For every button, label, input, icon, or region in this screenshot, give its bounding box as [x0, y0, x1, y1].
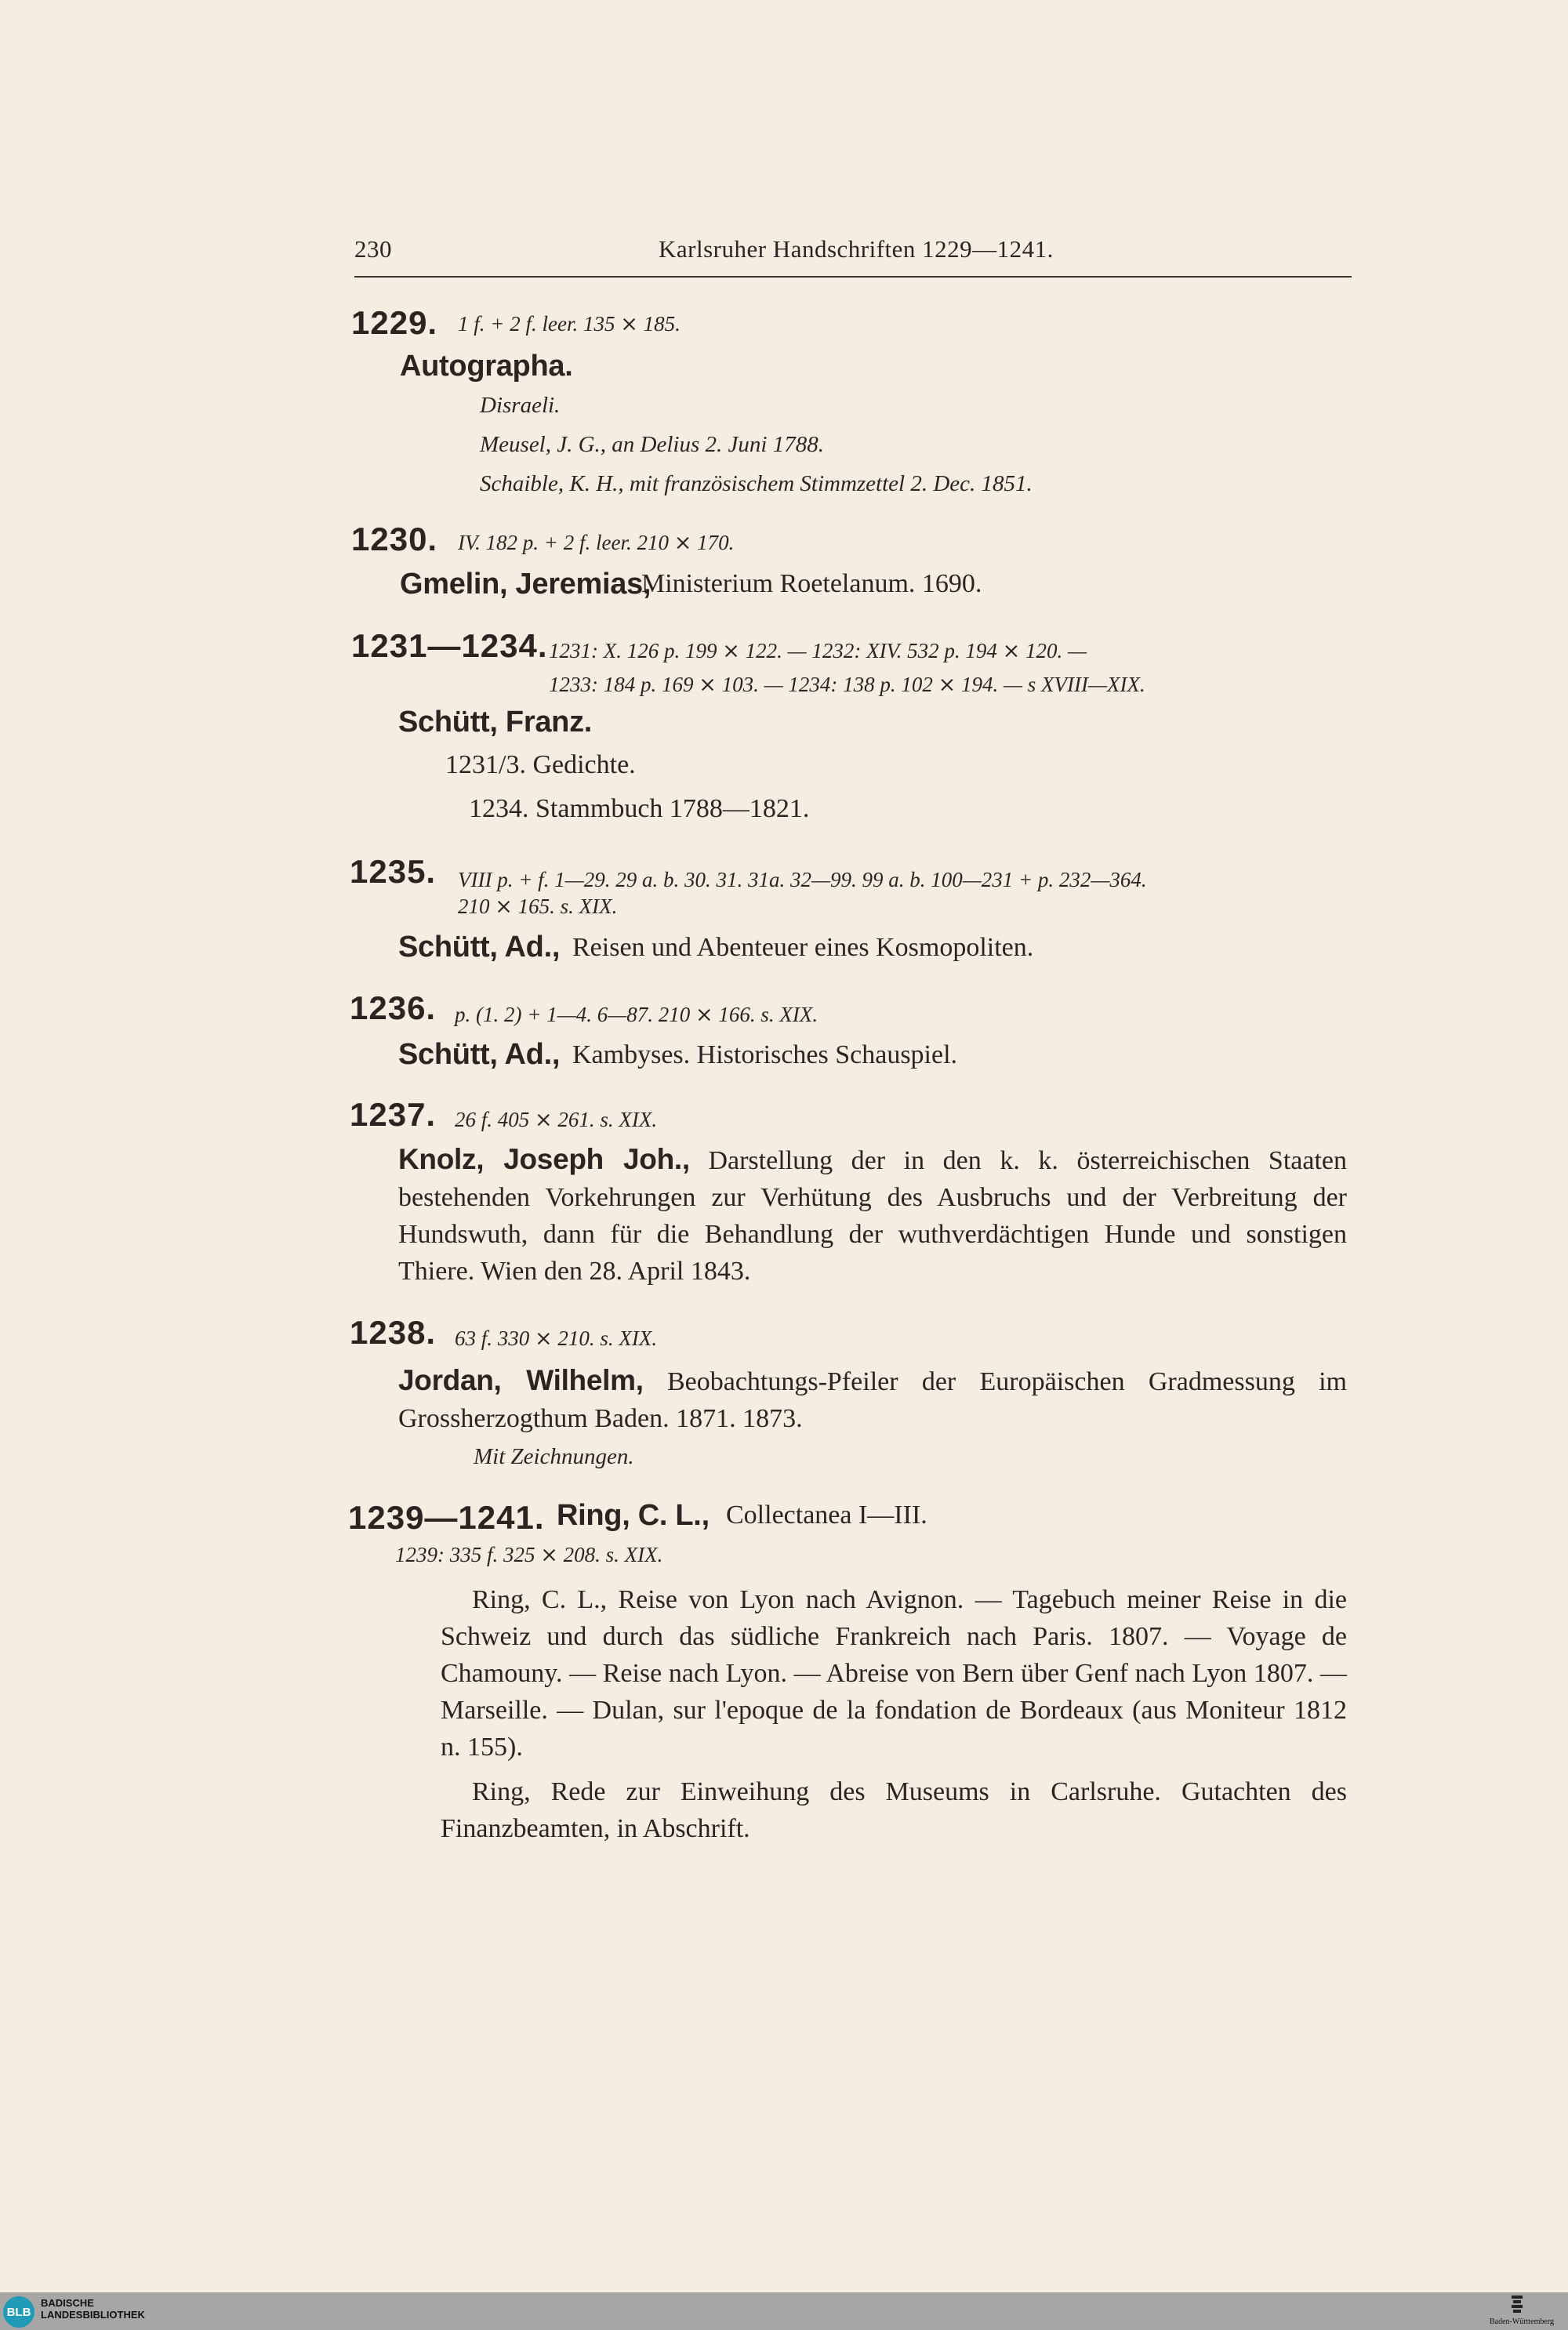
entry-meta: 63 f. 330 ⨯ 210. s. XIX.	[455, 1327, 658, 1350]
entry-meta: p. (1. 2) + 1—4. 6—87. 210 ⨯ 166. s. XIX.	[455, 1003, 818, 1026]
entry-number: 1238.	[350, 1314, 437, 1351]
entry-meta: 1233: 184 p. 169 ⨯ 103. — 1234: 138 p. 102 ⨯ 194. — s XVIII—XIX.	[549, 673, 1145, 696]
entry-author: Schütt, Ad.,	[398, 1038, 561, 1071]
entry-title: Darstellung der in den k. k. österreichischen Staaten bestehenden Vorkehrungen zur Verhütung des Ausbruchs und der Verbreitung der Hundswuth, dann für die Behandlung der wuthverdächtigen Hunde und sonstigen Thiere. Wien den 28. April 1843.	[398, 1146, 1348, 1286]
entry-title: Reisen und Abenteuer eines Kosmopoliten.	[572, 933, 1034, 962]
entry-item: 1231/3. Gedichte.	[445, 750, 636, 779]
entry-title: Beobachtungs-Pfeiler der Europäischen Gradmessung im Grossherzogthum Baden. 1871. 1873.	[398, 1367, 1347, 1433]
entry-meta: 1 f. + 2 f. leer. 135 ⨯ 185.	[458, 312, 681, 336]
footer-bar	[0, 2292, 1568, 2330]
entry-number: 1231—1234.	[351, 627, 548, 664]
entry-paragraph: Ring, Rede zur Einweihung des Museums in Carlsruhe. Gutachten des Finanzbeamten, in Abschrift.	[441, 1777, 1347, 1843]
entry-author: Jordan, Wilhelm,	[398, 1364, 644, 1396]
entry-meta: VIII p. + f. 1—29. 29 a. b. 30. 31. 31a. 32—99. 99 a. b. 100—231 + p. 232—364.	[458, 868, 1147, 891]
header-rule	[354, 276, 1352, 278]
entry-line: Schaible, K. H., mit französischem Stimmzettel 2. Dec. 1851.	[480, 471, 1033, 496]
entry-title: Ministerium Roetelanum. 1690.	[641, 569, 982, 598]
entry-meta: IV. 182 p. + 2 f. leer. 210 ⨯ 170.	[458, 531, 735, 554]
baden-wuerttemberg-logo-icon	[1510, 2294, 1524, 2314]
entry-number: 1236.	[350, 989, 437, 1026]
entry-number: 1230.	[351, 521, 438, 557]
entry-paragraph	[354, 1362, 1347, 1437]
entry-paragraph	[354, 1141, 1347, 1290]
entry-author: Schütt, Ad.,	[398, 931, 561, 964]
running-title: Karlsruher Handschriften 1229—1241.	[659, 235, 1054, 263]
entry-number: 1229.	[351, 304, 438, 341]
entry-meta: 1231: X. 126 p. 199 ⨯ 122. — 1232: XIV. 532 p. 194 ⨯ 120. —	[549, 639, 1087, 662]
entry-author: Schütt, Franz.	[398, 706, 593, 739]
entry-author: Autographa.	[400, 350, 573, 383]
entry-line: Meusel, J. G., an Delius 2. Juni 1788.	[480, 432, 824, 457]
entry-meta: 26 f. 405 ⨯ 261. s. XIX.	[455, 1108, 658, 1131]
entry-note: Mit Zeichnungen.	[474, 1444, 634, 1469]
entry-number: 1235.	[350, 853, 437, 890]
page-number: 230	[354, 235, 392, 263]
state-name: Baden-Württemberg	[1490, 2317, 1555, 2326]
entry-paragraph: Ring, C. L., Reise von Lyon nach Avignon. — Tagebuch meiner Reise in die Schweiz und durch das südliche Frankreich nach Paris. 1807. — Voyage de Chamouny. — Reise nach Lyon. — Abreise von Bern über Genf nach Lyon 1807. — Marseille. — Dulan, sur l'epoque de la fondation de Bordeaux (aus Moniteur 1812 n. 155).	[441, 1585, 1347, 1762]
entry-meta: 210 ⨯ 165. s. XIX.	[458, 895, 618, 918]
entry-title: Collectanea I—III.	[726, 1501, 927, 1530]
entry-number: 1237.	[350, 1096, 437, 1133]
entry-author: Gmelin, Jeremias,	[400, 568, 652, 601]
entry-author: Ring, C. L.,	[557, 1499, 710, 1532]
blb-logo-icon: BLB	[3, 2296, 34, 2328]
library-name	[41, 2297, 145, 2321]
entry-author: Knolz, Joseph Joh.,	[398, 1143, 690, 1175]
entry-meta: 1239: 335 f. 325 ⨯ 208. s. XIX.	[395, 1543, 663, 1566]
entry-number: 1239—1241.	[348, 1499, 545, 1536]
library-name-line2: LANDESBIBLIOTHEK	[41, 2309, 145, 2321]
entry-title: Kambyses. Historisches Schauspiel.	[572, 1040, 958, 1069]
entry-item: 1234. Stammbuch 1788—1821.	[469, 794, 810, 823]
library-name-line1: BADISCHE	[41, 2297, 94, 2309]
entry-line: Disraeli.	[480, 393, 561, 418]
